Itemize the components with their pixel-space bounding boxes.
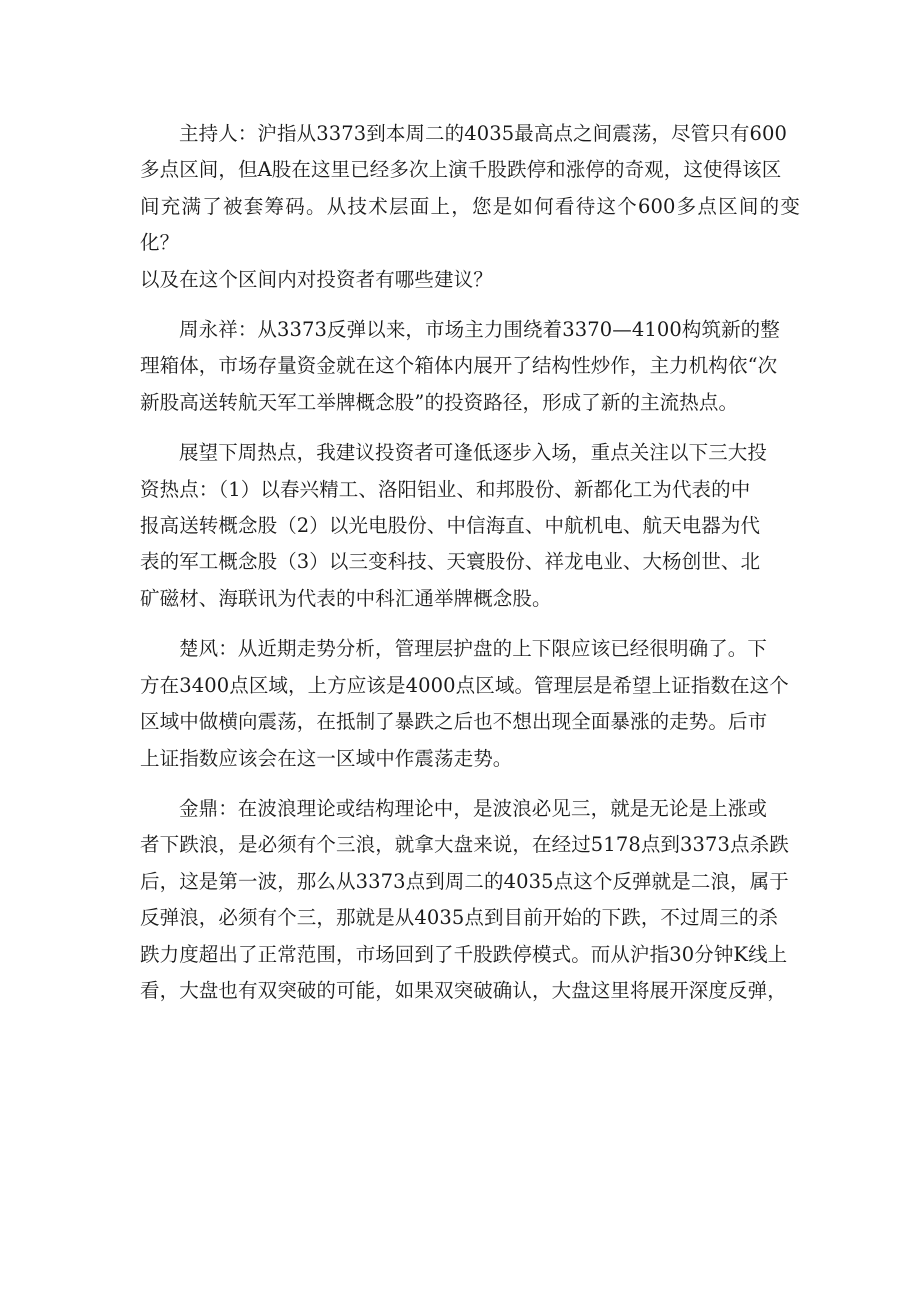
paragraph-zhou-yongxiang: 周永祥：从3373反弹以来，市场主力围绕着3370—4100构筑新的整 理箱体，市场存量资金就在这个箱体内展开了结构性炒作，主力机构依“次 新股高送转航天军工举牌概念股”的投资路径，形成了新的主流热点。 — [140, 318, 780, 414]
paragraph-jin-ding: 金鼎：在波浪理论或结构理论中，是波浪必见三，就是无论是上涨或 者下跌浪，是必须有个三浪，就拿大盘来说，在经过5178点到3373点杀跌 后，这是第一波，那么从3373点到周二的4035点这个反弹就是二浪，属于 反弹浪，必须有个三，那就是从4035点到目前开始的下跌，不过周三的杀 跌力度超出了正常范围，市场回到了千股跌停模式。而从沪指30分钟K线上 看，大盘也有双突破的可能，如果双突破确认，大盘这里将展开深度反弹， — [140, 796, 789, 1002]
paragraph-outlook: 展望下周热点，我建议投资者可逢低逐步入场，重点关注以下三大投 资热点：（1）以春兴精工、洛阳铝业、和邦股份、新都化工为代表的中 报高送转概念股（2）以光电股份、中信海直、中航机电、航天电器为代 表的军工概念股（3）以三变科技、天寰股份、祥龙电业、大杨创世、北 矿磁材、海联讯为代表的中科汇通举牌概念股。 — [140, 441, 768, 610]
paragraph-host: 主持人：沪指从3373到本周二的4035最高点之间震荡，尽管只有600 多点区间，但A股在这里已经多次上演千股跌停和涨停的奇观，这使得该区 间充满了被套筹码。从技术层面上，您是如何看待这个600多点区间的变化？ 以及在这个区间内对投资者有哪些建议？ — [140, 122, 800, 291]
document-body — [140, 116, 800, 1009]
paragraph-chu-feng: 楚风：从近期走势分析，管理层护盘的上下限应该已经很明确了。下 方在3400点区域，上方应该是4000点区域。管理层是希望上证指数在这个 区域中做横向震荡，在抵制了暴跌之后也不想出现全面暴涨的走势。后市 上证指数应该会在这一区域中作震荡走势。 — [140, 637, 789, 770]
